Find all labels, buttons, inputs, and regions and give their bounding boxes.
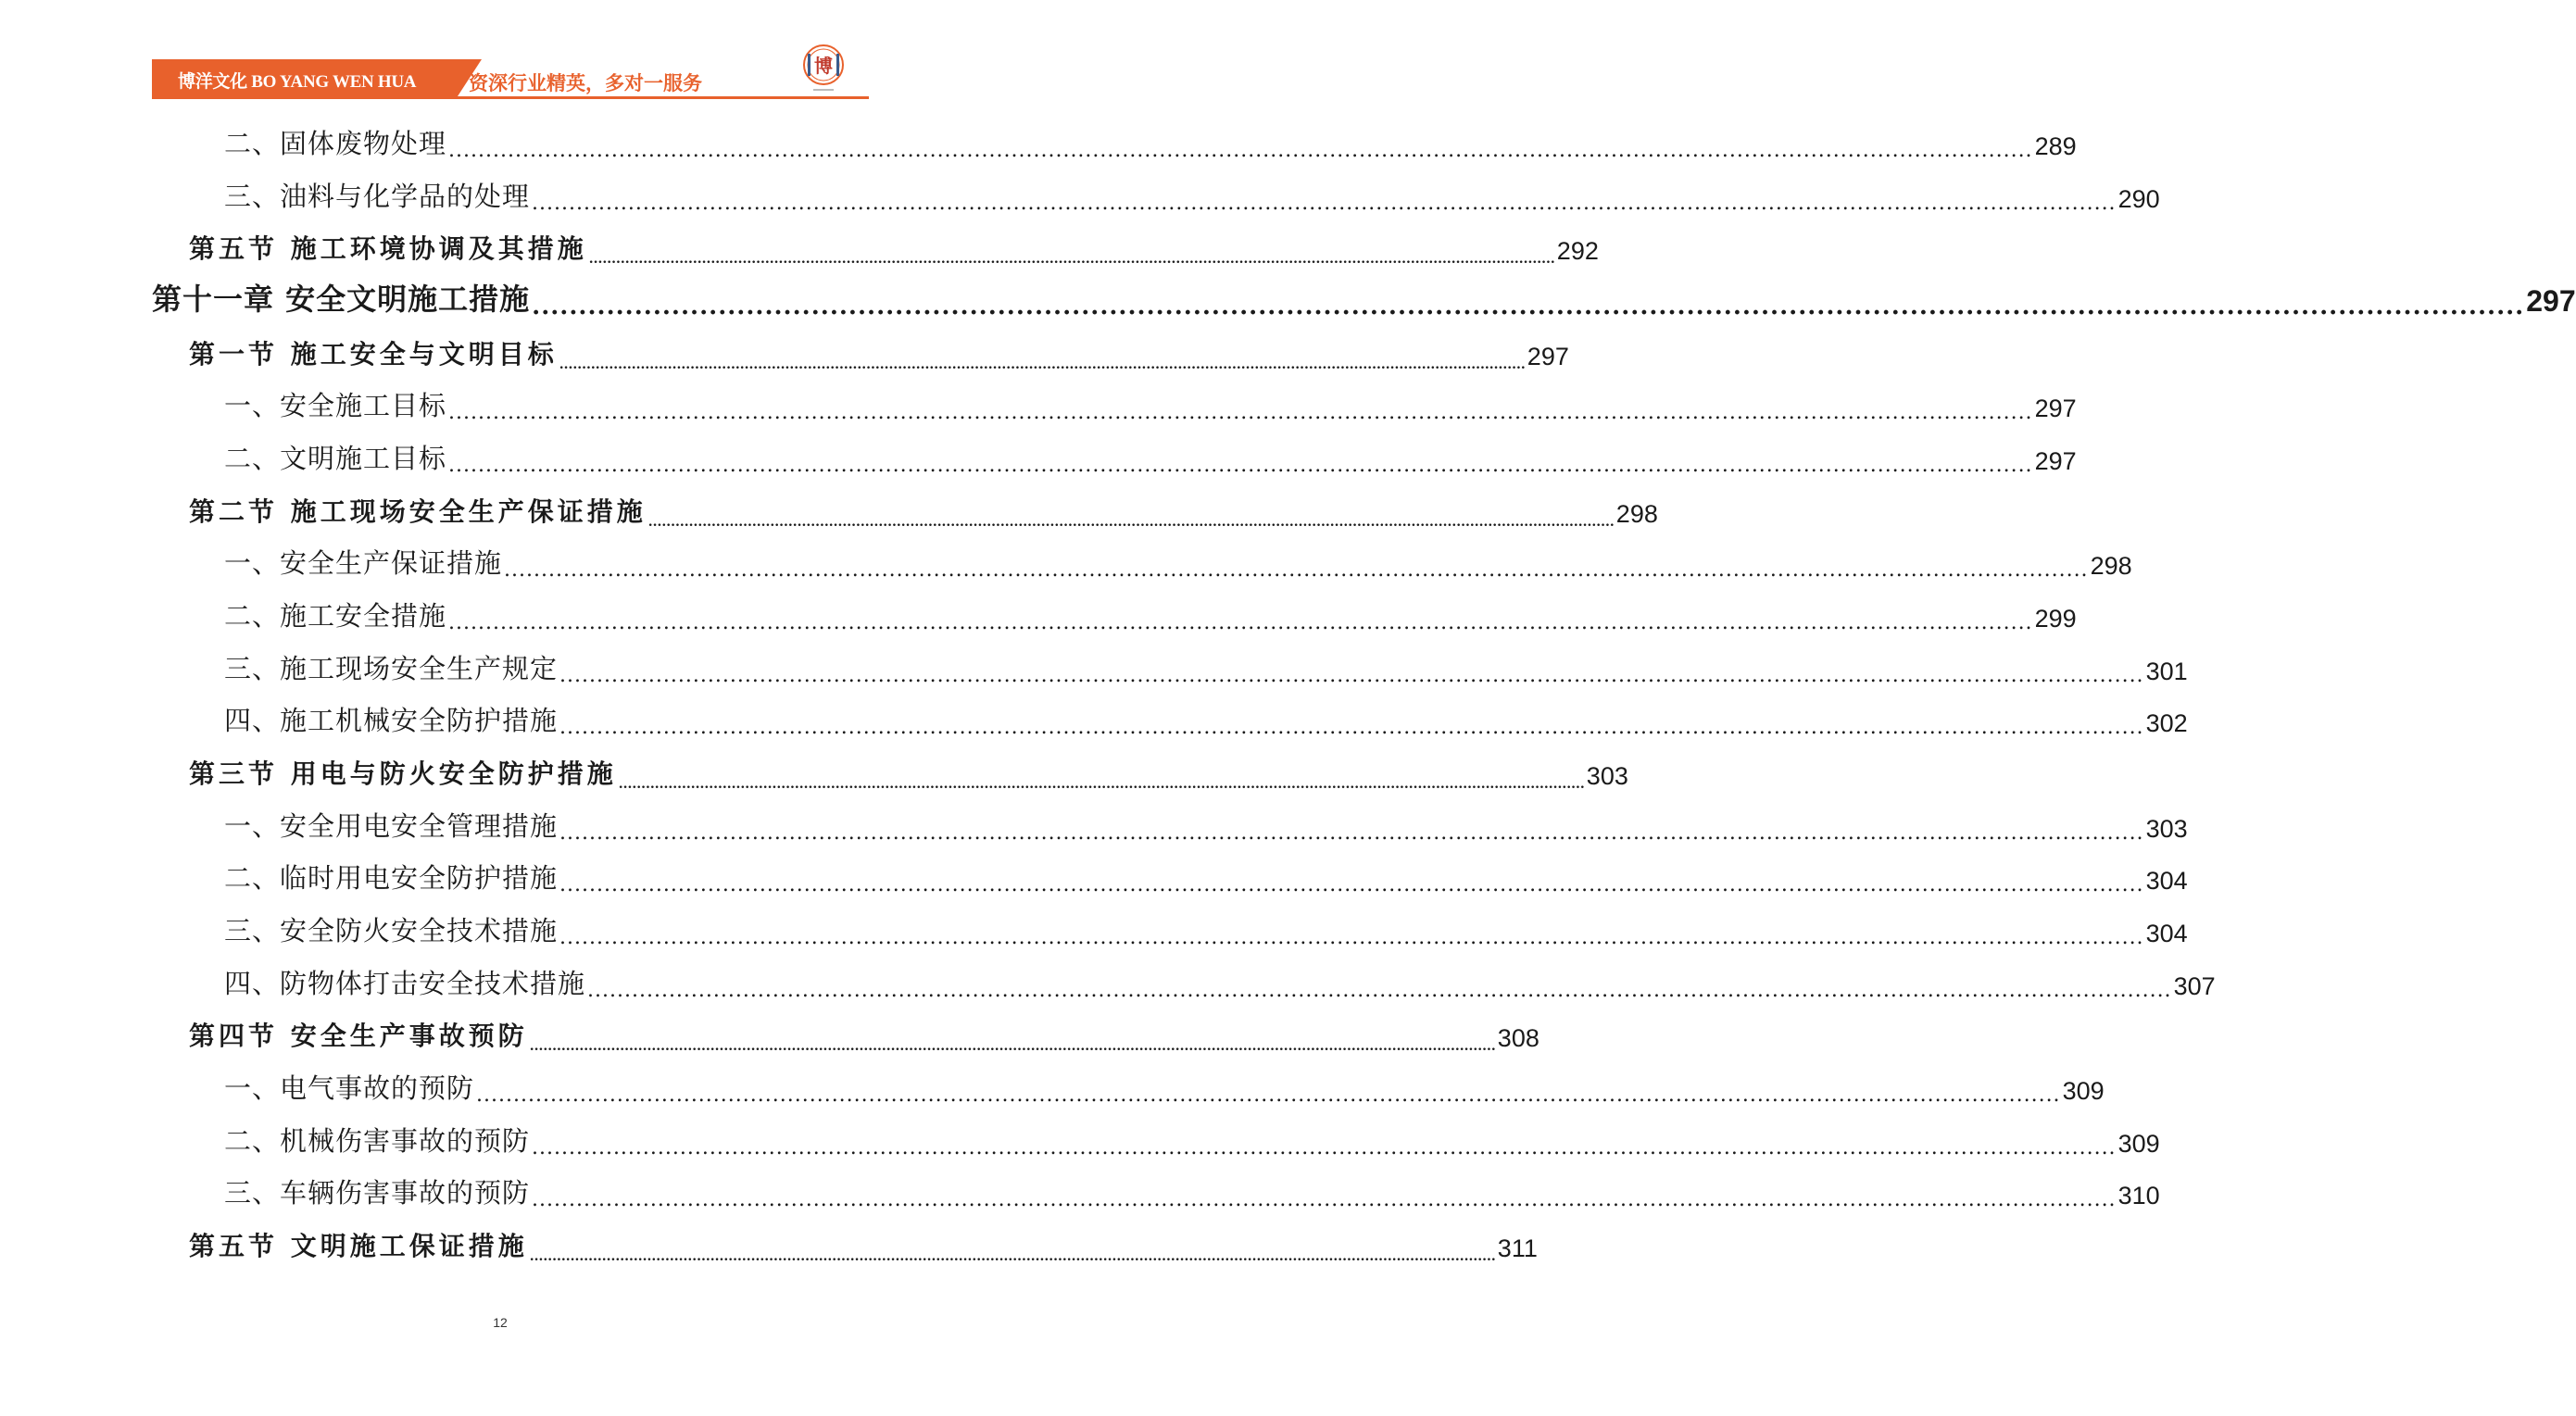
toc-entry-page: 298 [1615, 500, 1658, 528]
toc-entry[interactable] [224, 1118, 2160, 1159]
toc-entry-title: 三、油料与化学品的处理 [224, 181, 531, 212]
page-number: 12 [493, 1315, 508, 1330]
toc-dot-leader: ...................................................................................................................................................................................................................... [559, 664, 2144, 687]
toc-dot-leader: ...................................................................................................................................................................................................................... [559, 716, 2144, 739]
toc-entry-title: 四、施工机械安全防护措施 [224, 705, 559, 736]
toc-entry-page: 309 [2062, 1077, 2105, 1105]
toc-dot-leader: ...................................................................................................................................................................................................................... [559, 926, 2144, 949]
toc-entry[interactable] [189, 488, 1658, 530]
toc-entry[interactable] [224, 593, 2077, 634]
toc-entry-title: 一、安全施工目标 [224, 390, 447, 421]
toc-entry-page: 297 [1527, 343, 1569, 370]
toc-dot-leader: ...................................................................................................................................................................................................................... [532, 1136, 2117, 1159]
toc-dot-leader: ...................................................................................................................................................................................................................... [529, 1249, 1496, 1264]
toc-entry-page: 297 [2034, 395, 2077, 422]
toc-entry-page: 304 [2145, 867, 2188, 895]
toc-dot-leader: ...................................................................................................................................................................................................................... [476, 1084, 2061, 1107]
toc-dot-leader: ...................................................................................................................................................................................................................... [532, 1188, 2117, 1211]
brand-name: 博洋文化 BO YANG WEN HUA [178, 72, 417, 92]
toc-dot-leader: ...................................................................................................................................................................................................................... [448, 139, 2033, 162]
toc-entry-title: 第四节 安全生产事故预防 [189, 1021, 528, 1051]
toc-entry-page: 304 [2145, 920, 2188, 947]
toc-entry-page: 292 [1556, 237, 1599, 265]
toc-entry-title: 三、安全防火安全技术措施 [224, 915, 559, 946]
toc-dot-leader: ...................................................................................................................................................................................................................... [559, 821, 2144, 845]
toc-entry-title: 三、车辆伤害事故的预防 [224, 1177, 531, 1209]
toc-entry-page: 310 [2117, 1182, 2160, 1209]
toc-entry-page: 303 [2145, 815, 2188, 843]
toc-entry-title: 第十一章 安全文明施工措施 [152, 282, 531, 317]
toc-dot-leader: ...................................................................................................................................................................................................................... [448, 611, 2033, 634]
toc-entry-title: 一、安全用电安全管理措施 [224, 810, 559, 842]
toc-entry[interactable] [224, 1170, 2160, 1211]
toc-entry[interactable] [224, 908, 2188, 949]
toc-dot-leader: ...................................................................................................................................................................................................................... [504, 558, 2089, 582]
toc-entry[interactable] [224, 697, 2188, 739]
toc-entry-title: 第一节 施工安全与文明目标 [189, 339, 558, 370]
toc-entry-page: 308 [1497, 1024, 1539, 1052]
toc-entry[interactable] [224, 120, 2077, 162]
toc-entry-title: 第五节 文明施工保证措施 [189, 1231, 528, 1261]
toc-entry-page: 299 [2034, 605, 2077, 633]
toc-entry-page: 311 [1497, 1234, 1538, 1262]
logo-char: 博 [814, 55, 833, 77]
toc-entry-page: 303 [1586, 762, 1628, 790]
toc-entry[interactable] [189, 225, 1599, 267]
toc-entry-title: 二、机械伤害事故的预防 [224, 1125, 531, 1157]
toc-dot-leader: ...................................................................................................................................................................................................................... [587, 979, 2172, 1002]
toc-entry[interactable] [224, 435, 2077, 477]
toc-entry[interactable] [189, 1222, 1538, 1264]
toc-entry[interactable] [224, 540, 2132, 582]
toc-entry-page: 298 [2090, 552, 2132, 580]
toc-entry-title: 二、固体废物处理 [224, 128, 447, 159]
toc-dot-leader: ...................................................................................................................................................................................................................... [448, 401, 2033, 424]
toc-entry-title: 第三节 用电与防火安全防护措施 [189, 758, 617, 789]
toc-entry-title: 二、施工安全措施 [224, 600, 447, 632]
toc-dot-leader: ...................................................................................................................................................................................................................... [532, 293, 2525, 320]
toc-entry[interactable] [224, 855, 2188, 896]
toc-entry-title: 二、文明施工目标 [224, 443, 447, 474]
toc-entry-page: 297 [2034, 447, 2077, 475]
toc-entry[interactable] [224, 173, 2160, 215]
toc-entry-page: 289 [2034, 132, 2077, 160]
toc-entry-title: 第五节 施工环境协调及其措施 [189, 233, 587, 264]
toc-entry-title: 二、临时用电安全防护措施 [224, 862, 559, 894]
toc-dot-leader: ...................................................................................................................................................................................................................... [529, 1039, 1496, 1054]
toc-entry-page: 301 [2145, 658, 2188, 685]
header-slogan: 资深行业精英，多对一服务 [469, 71, 702, 94]
toc-entry[interactable] [224, 960, 2216, 1002]
toc-entry[interactable] [189, 1012, 1539, 1054]
toc-entry-page: 307 [2173, 972, 2216, 1000]
toc-entry-page: 309 [2117, 1130, 2160, 1158]
toc-dot-leader: ...................................................................................................................................................................................................................... [532, 192, 2117, 215]
toc-entry[interactable] [224, 803, 2188, 845]
toc-entry-page: 302 [2145, 709, 2188, 737]
toc-entry-title: 四、防物体打击安全技术措施 [224, 968, 586, 999]
toc-entry-title: 第二节 施工现场安全生产保证措施 [189, 496, 647, 527]
toc-entry[interactable] [224, 382, 2077, 424]
toc-dot-leader: ...................................................................................................................................................................................................................... [559, 873, 2144, 896]
page-header [152, 59, 869, 100]
toc-entry[interactable] [152, 278, 2576, 320]
toc-entry-page: 290 [2117, 185, 2160, 213]
toc-dot-leader: ...................................................................................................................................................................................................................... [647, 515, 1615, 530]
bo-yang-seal-icon [800, 43, 847, 94]
toc-entry-title: 一、电气事故的预防 [224, 1072, 475, 1104]
toc-entry-page: 297 [2526, 284, 2576, 318]
toc-entry[interactable] [189, 750, 1628, 792]
toc-entry[interactable] [189, 331, 1569, 372]
toc-dot-leader: ...................................................................................................................................................................................................................... [559, 357, 1526, 372]
toc-entry-title: 三、施工现场安全生产规定 [224, 653, 559, 684]
toc-entry-title: 一、安全生产保证措施 [224, 547, 503, 579]
toc-entry[interactable] [224, 1065, 2105, 1107]
toc-entry[interactable] [224, 645, 2188, 687]
toc-dot-leader: ...................................................................................................................................................................................................................... [588, 252, 1555, 267]
toc-dot-leader: ...................................................................................................................................................................................................................... [618, 777, 1585, 792]
header-rule [152, 96, 869, 99]
toc-dot-leader: ...................................................................................................................................................................................................................... [448, 454, 2033, 477]
